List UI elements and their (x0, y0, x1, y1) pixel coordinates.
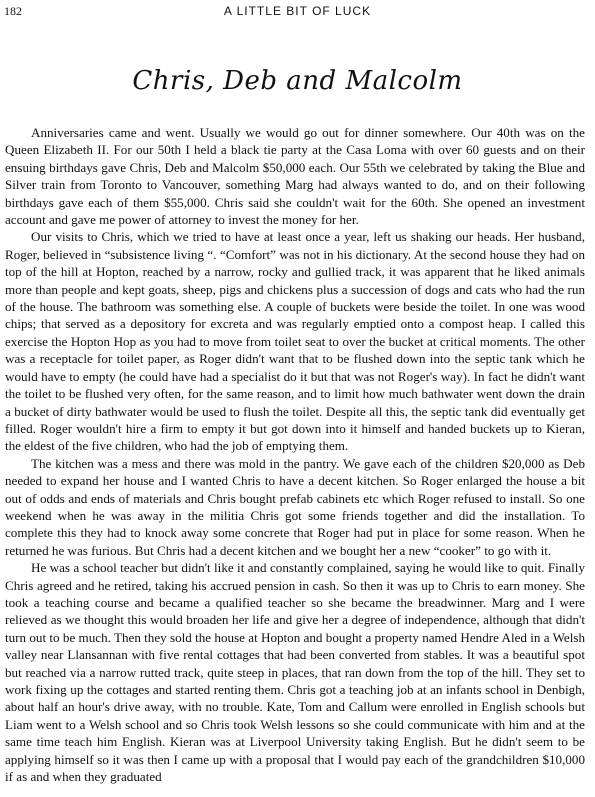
page-header (0, 4, 595, 24)
paragraph: The kitchen was a mess and there was mold in the pantry. We gave each of the children $20,000 as Deb needed to expand her house and I wanted Chris to have a decent kitchen. So Roger enlarged the house a bit out of odds and ends of materials and Chris bought prefab cabinets etc which Roger refused to install. So one weekend when he was away in the militia Chris got some friends together and did the installation. To complete this they had to knock away some concrete that Roger had put in place for some reason. When he returned he was furious. But Chris had a decent kitchen and we bought her a new “cooker” to go with it. (5, 455, 585, 558)
body-text (5, 124, 585, 785)
chapter-title: Chris, Deb and Malcolm (132, 66, 463, 96)
paragraph: He was a school teacher but didn't like it and constantly complained, saying he would like to quit. Finally Chris agreed and he retired, taking his accrued pension in cash. So then it was up to Chris to earn money. She took a teaching course and became a qualified teacher so she became the breadwinner. Marg and I were relieved as we thought this would broaden her life and give her a degree of independence, although that didn't turn out to be much. Then they sold the house at Hopton and bought a property named Hendre Aled in a Welsh valley near Llansannan with five rental cottages that had been converted from stables. It was a beautiful spot but reached via a narrow rutted track, quite steep in places, that ran down from the top of the hill. They set to work fixing up the cottages and started renting them. Chris got a teaching job at an infants school in Denbigh, about half an hour's drive away, with no trouble. Kate, Tom and Callum were enrolled in English schools but Liam went to a Welsh school and so Chris took Welsh lessons so she could communicate with him and at the same time teach him English. Kieran was at Liverpool University taking English. But he didn't seem to be applying himself so it was then I came up with a proposal that I would pay each of the grandchildren $10,000 if as and when they graduated (5, 560, 585, 785)
page-number: 182 (4, 4, 22, 18)
running-title: A LITTLE BIT OF LUCK (223, 4, 372, 18)
paragraph: Our visits to Chris, which we tried to have at least once a year, left us shaking our heads. Her husband, Roger, believed in “subsistence living “. “Comfort” was not in his dictionary. At the second house they had on top of the hill at Hopton, reached by a narrow, rocky and gullied track, it was apparent that he liked animals more than people and kept goats, sheep, pigs and chickens plus a succession of dogs and cats who had the run of the house. The bathroom was something else. A couple of buckets were beside the toilet. In one was wood chips; that served as a depository for excreta and was regularly emptied onto a compost heap. I called this exercise the Hopton Hop as you had to move from toilet seat to over the bucket at critical moments. The other was a receptacle for toilet paper, as Roger didn't want that to be flushed down into the septic tank which he would have to empty (he could have had a specialist do it but that was not Roger's way). In fact he didn't want the toilet to be flushed very often, for the same reason, and to limit how much bathwater went down the drain a bucket of dirty bathwater would be used to flush the toilet. Despite all this, the septic tank did eventually get filled. Roger wouldn't hire a firm to empty it but got down into it himself and handed buckets up to Kieran, the eldest of the five children, who had the job of emptying them. (5, 229, 585, 454)
paragraph: Anniversaries came and went. Usually we would go out for dinner somewhere. Our 40th was on the Queen Elizabeth II. For our 50th I held a black tie party at the Casa Loma with over 60 guests and on their ensuing birthdays gave Chris, Deb and Malcolm $50,000 each. Our 55th we celebrated by taking the Blue and Silver train from Toronto to Vancouver, something Marg had always wanted to do, and on their following birthdays gave each of them $55,000. Chris said she couldn't wait for the 60th. She opened an investment account and gave me power of attorney to invest the money for her. (5, 125, 585, 228)
